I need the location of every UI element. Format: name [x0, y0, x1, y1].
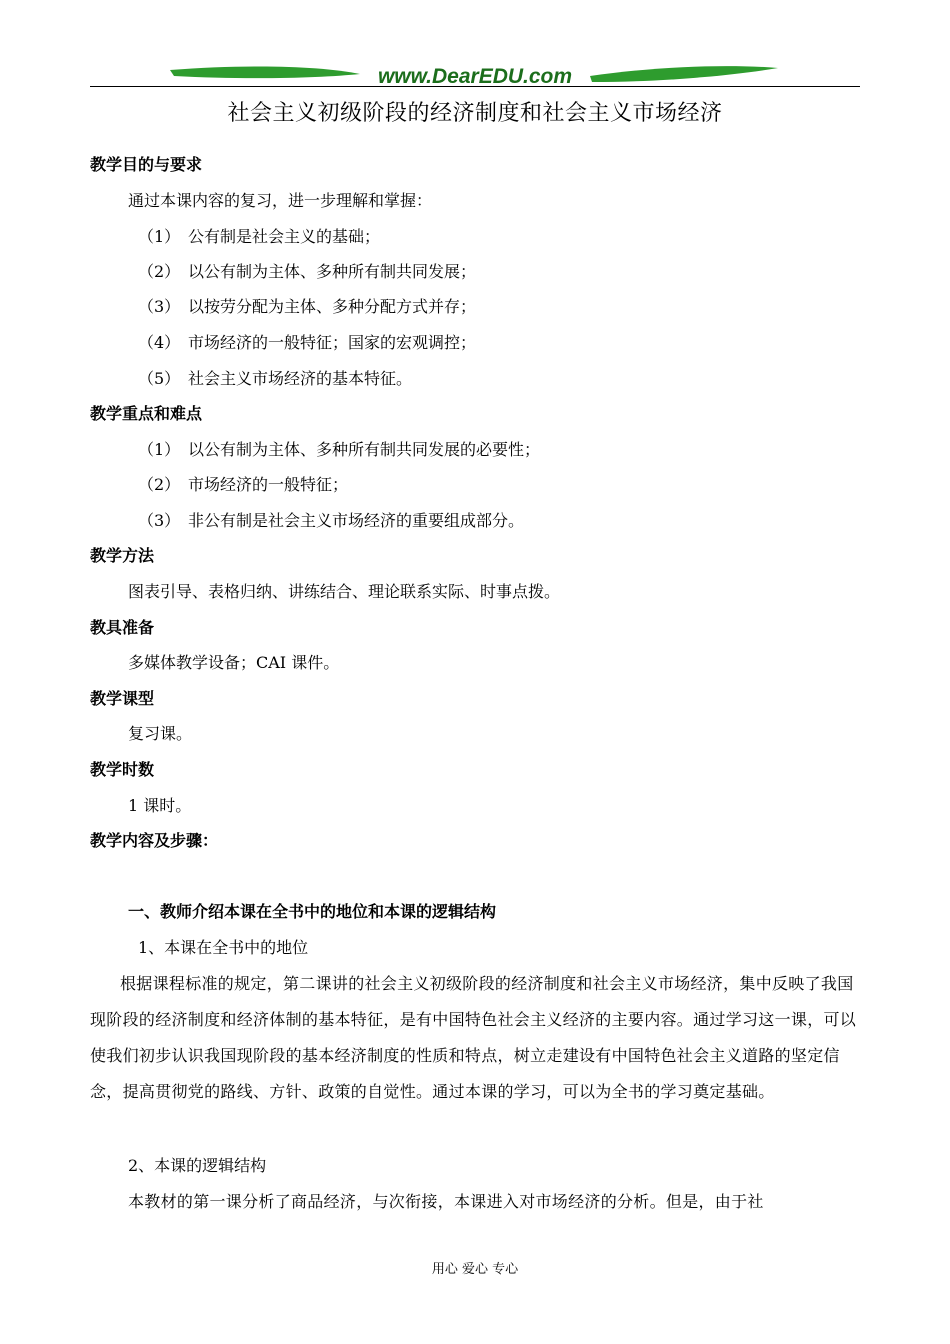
page-footer: 用心 爱心 专心 [431, 1262, 519, 1277]
document-title: 社会主义初级阶段的经济制度和社会主义市场经济 [227, 101, 723, 126]
lesson-type-heading: 教学课型 [90, 689, 155, 708]
objective-item: （3） 以按劳分配为主体、多种分配方式并存； [138, 297, 477, 316]
left-swoosh [170, 67, 360, 79]
logo-text: www.DearEDU.com [377, 65, 573, 88]
sub1-heading: 1、本课在全书中的地位 [138, 938, 309, 957]
tools-text: 多媒体教学设备；CAI 课件。 [128, 653, 340, 672]
header-rule [90, 86, 860, 87]
objectives-intro: 通过本课内容的复习，进一步理解和掌握： [128, 191, 433, 210]
part1-heading: 一、教师介绍本课在全书中的地位和本课的逻辑结构 [128, 902, 497, 921]
hours-text: 1 课时。 [128, 796, 192, 815]
key-point-item: （3） 非公有制是社会主义市场经济的重要组成部分。 [138, 511, 525, 530]
dearedu-banner-logo [160, 56, 790, 96]
sub2-paragraph: 本教材的第一课分析了商品经济，与次衔接，本课进入对市场经济的分析。但是，由于社 [128, 1192, 764, 1211]
sub1-paragraph: 根据课程标准的规定，第二课讲的社会主义初级阶段的经济制度和社会主义市场经济，集中反映了我国现阶段的经济制度和经济体制的基本特征，是有中国特色社会主义经济的主要内容。通过学习这一课，可以使我们初步认识我国现阶段的基本经济制度的性质和特点，树立走建设有中国特色社会主义道路的坚定信念，提高贯彻党的路线、方针、政策的自觉性。通过本课的学习，可以为全书的学习奠定基础。 [90, 974, 857, 1101]
objective-item: （4） 市场经济的一般特征；国家的宏观调控； [138, 333, 477, 352]
lesson-type-text: 复习课。 [128, 724, 193, 743]
objective-item: （5） 社会主义市场经济的基本特征。 [138, 369, 413, 388]
methods-heading: 教学方法 [90, 546, 155, 565]
right-swoosh [590, 66, 778, 82]
key-points-heading: 教学重点和难点 [90, 404, 203, 423]
objective-item: （2） 以公有制为主体、多种所有制共同发展； [138, 262, 477, 281]
objectives-heading: 教学目的与要求 [90, 155, 203, 174]
sub2-heading: 2、本课的逻辑结构 [128, 1156, 267, 1175]
key-point-item: （2） 市场经济的一般特征； [138, 475, 349, 494]
hours-heading: 教学时数 [90, 760, 155, 779]
tools-heading: 教具准备 [90, 618, 155, 637]
key-point-item: （1） 以公有制为主体、多种所有制共同发展的必要性； [138, 440, 541, 459]
objective-item: （1） 公有制是社会主义的基础； [138, 227, 381, 246]
content-heading: 教学内容及步骤： [90, 831, 219, 850]
methods-text: 图表引导、表格归纳、讲练结合、理论联系实际、时事点拨。 [128, 582, 561, 601]
